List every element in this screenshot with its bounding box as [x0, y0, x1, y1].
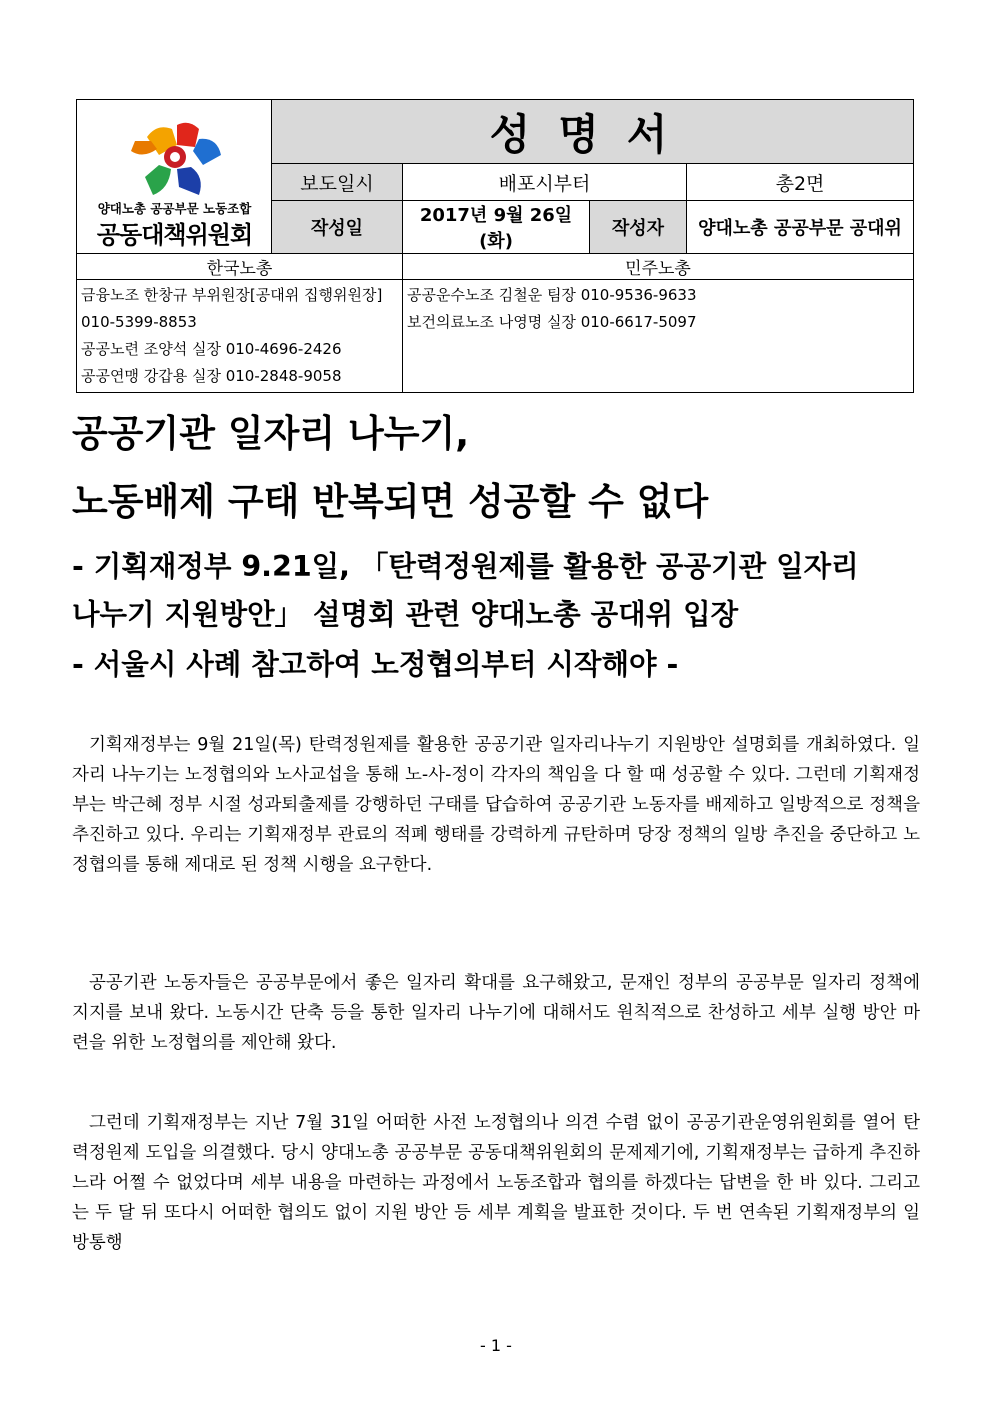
author-value: 양대노총 공공부문 공대위 [687, 201, 914, 254]
contact-line: 공공운수노조 김철운 팀장 010-9536-9633 [407, 286, 697, 304]
body-paragraph-1: 기획재정부는 9월 21일(목) 탄력정원제를 활용한 공공기관 일자리나누기 지원방안 설명회를 개최하였다. 일자리 나누기는 노정협의와 노사교섭을 통해 노-사-정이 각자의 책임을 다 할 때 성공할 수 있다. 그런데 기획재정부는 박근혜 정부 시절 성과퇴출제를 강행하던 구태를 답습하여 공공기관 노동자를 배제하고 일방적으로 정책을 추진하고 있다. 우리는 기획재정부 관료의 적폐 행태를 강력하게 규탄하며 당장 정책의 일방 추진을 중단하고 노정협의를 통해 제대로 된 정책 시행을 요구한다. [72, 735, 920, 875]
logo-org-sub: 양대노총 공공부문 노동조합 [97, 200, 252, 216]
union-logo [77, 107, 272, 247]
body-paragraph-3: 그런데 기획재정부는 지난 7월 31일 어떠한 사전 노정협의나 의견 수렴 없이 공공기관운영위원회를 열어 탄력정원제 도입을 의결했다. 당시 양대노총 공공부문 공동대책위원회의 문제제기에, 기획재정부는 급하게 추진하느라 어쩔 수 없었다며 세부 내용을 마련하는 과정에서 노동조합과 협의를 하겠다는 답변을 한 바 있다. 그리고는 두 달 뒤 또다시 어떠한 협의도 없이 지원 방안 등 세부 계획을 발표한 것이다. 두 번 연속된 기획재정부의 일방통행 [72, 1113, 920, 1253]
contact-line: 공공연맹 강갑용 실장 010-2848-9058 [81, 367, 342, 385]
contact-line: 보건의료노조 나영명 실장 010-6617-5097 [407, 313, 697, 331]
written-date: 2017년 9월 26일(화) [403, 201, 590, 254]
document-title: 성명서 [272, 100, 914, 164]
headline-line-1: 공공기관 일자리 나누기, [72, 412, 470, 455]
fist-star-logo-icon [117, 115, 232, 203]
page-number: - 1 - [480, 1336, 512, 1355]
subheadline-line-1: - 기획재정부 9.21일, 「탄력정원제를 활용한 공공기관 일자리 [72, 550, 859, 583]
logo-cell [77, 100, 272, 254]
contacts-kctu [403, 280, 914, 393]
contacts-fkctu [77, 280, 403, 393]
union-head-kctu: 민주노총 [403, 254, 914, 280]
release-label: 보도일시 [272, 164, 403, 201]
logo-org-main: 공동대책위원회 [96, 220, 253, 249]
release-value: 배포시부터 [403, 164, 687, 201]
headline-line-2: 노동배제 구태 반복되면 성공할 수 없다 [72, 480, 709, 523]
author-label: 작성자 [590, 201, 687, 254]
contact-line: 공공노련 조양석 실장 010-4696-2426 [81, 340, 342, 358]
body-paragraph-2: 공공기관 노동자들은 공공부문에서 좋은 일자리 확대를 요구해왔고, 문재인 정부의 공공부문 일자리 정책에 지지를 보내 왔다. 노동시간 단축 등을 통한 일자리 나누기에 대해서도 원칙적으로 찬성하고 세부 실행 방안 마련을 위한 노정협의를 제안해 왔다. [72, 973, 920, 1053]
press-release-header [76, 99, 914, 393]
page-count: 총2면 [687, 164, 914, 201]
contact-line: 금융노조 한창규 부위원장[공대위 집행위원장] 010-5399-8853 [81, 286, 383, 331]
subheadline-line-2: 나누기 지원방안」 설명회 관련 양대노총 공대위 입장 [72, 598, 739, 631]
subheadline-line-3: - 서울시 사례 참고하여 노정협의부터 시작해야 - [72, 648, 679, 681]
union-head-fkctu: 한국노총 [77, 254, 403, 280]
written-label: 작성일 [272, 201, 403, 254]
